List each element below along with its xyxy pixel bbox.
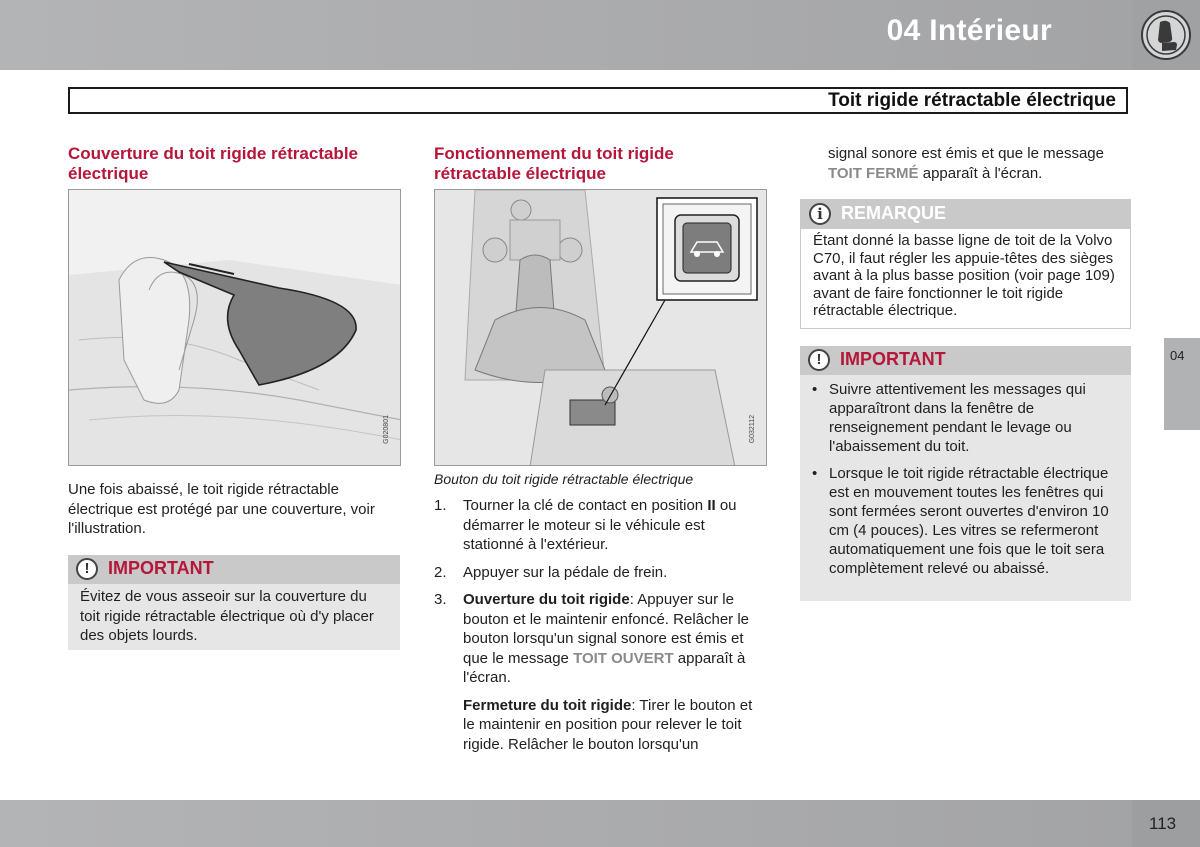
footer-band [0, 800, 1132, 847]
step-text: : Appuyer sur le bouton et le maintenir enfoncé. Relâcher le bouton lorsqu'un signal sonore est émis et que le message [463, 591, 750, 667]
remarque-title: REMARQUE [841, 203, 947, 223]
step-text: Appuyer sur la pédale de frein. [463, 563, 668, 581]
bullet-item [800, 380, 1119, 456]
display-message: TOIT FERMÉ [828, 164, 919, 182]
step-item [434, 563, 767, 583]
steps-list [434, 496, 767, 754]
step-number: 1. [434, 497, 447, 514]
important-box-1 [68, 555, 400, 650]
section-title: Toit rigide rétractable électrique [828, 90, 1116, 111]
header-band [0, 0, 1132, 70]
step-number: 3. [434, 591, 447, 608]
chapter-tab-label: 04 [1170, 348, 1185, 363]
step-item [434, 496, 767, 555]
page-number: 113 [1149, 814, 1177, 833]
figure-code: G032112 [749, 415, 756, 444]
step-bold: II [707, 497, 716, 514]
center-console-drawing [435, 190, 767, 466]
important-text: Évitez de vous asseoir sur la couverture du toit rigide rétractable électrique où d'y placer des objets lourds. [80, 588, 374, 644]
bullet-text: Suivre attentivement les messages qui apparaîtront dans la fenêtre de renseignement pendant le levage ou l'abaissement du toit. [829, 381, 1086, 455]
step-bold: Ouverture du toit rigide [463, 591, 630, 608]
step-text: ou démarrer le moteur si le véhicule est stationné à l'extérieur. [463, 497, 737, 553]
chapter-icon-box [1132, 0, 1200, 70]
chapter-title: 04 Intérieur [886, 14, 1052, 47]
continuation-text [828, 144, 1130, 183]
display-message: TOIT OUVERT [573, 649, 674, 667]
closing-text: : Tirer le bouton et le maintenir en position pour relever le toit rigide. Relâcher le bouton lorsqu'un [463, 696, 753, 753]
roof-cover-illustration [68, 189, 401, 466]
info-icon: i [809, 203, 831, 225]
remarque-text: Étant donné la basse ligne de toit de la Volvo C70, il faut régler les appuie-têtes des sièges avant à la plus basse position (voir page 109) avant de faire fonctionner le toit rigide rétractable électrique. [813, 232, 1115, 319]
figure-caption: Bouton du toit rigide rétractable électrique [434, 471, 694, 487]
important-header [800, 346, 1131, 375]
bullet-dot: • [812, 381, 818, 398]
warning-icon: ! [76, 558, 98, 580]
convertible-cover-drawing [69, 190, 401, 466]
step-number: 2. [434, 563, 447, 581]
figure-code: G020801 [383, 415, 390, 444]
col1-paragraph: Une fois abaissé, le toit rigide rétractable électrique est protégé par une couverture, voir l'illustration. [68, 481, 375, 537]
closing-paragraph [434, 696, 767, 755]
seat-icon [1132, 0, 1200, 70]
important-box-2 [800, 346, 1131, 601]
closing-bold: Fermeture du toit rigide [463, 696, 632, 714]
bullet-text: Lorsque le toit rigide rétractable électrique est en mouvement toutes les fenêtres qui sont fermées seront ouvertes d'environ 10 cm (4 pouces). Les vitres se refermeront automatiquement une fois que le toit sera complètement relevé ou abaissé. [829, 465, 1109, 577]
bullet-dot: • [812, 465, 818, 482]
col2-heading: Fonctionnement du toit rigide rétractable électrique [434, 144, 674, 183]
section-title-bar [68, 87, 1128, 114]
step-item [434, 590, 767, 688]
col1-heading: Couverture du toit rigide rétractable électrique [68, 144, 358, 183]
warning-icon: ! [808, 349, 830, 371]
continuation-post: apparaît à l'écran. [918, 164, 1043, 182]
roof-button-illustration [434, 189, 767, 466]
step-text: Tourner la clé de contact en position [463, 497, 708, 514]
continuation-pre: signal sonore est émis et que le message [828, 145, 1104, 162]
important-title: IMPORTANT [840, 349, 946, 369]
remarque-box [800, 199, 1131, 329]
remarque-header [801, 200, 1130, 229]
step-text: apparaît à l'écran. [463, 649, 746, 686]
important-header [68, 555, 400, 584]
bullet-item [800, 464, 1119, 578]
important-title: IMPORTANT [108, 558, 214, 578]
important-bullets [800, 375, 1131, 592]
